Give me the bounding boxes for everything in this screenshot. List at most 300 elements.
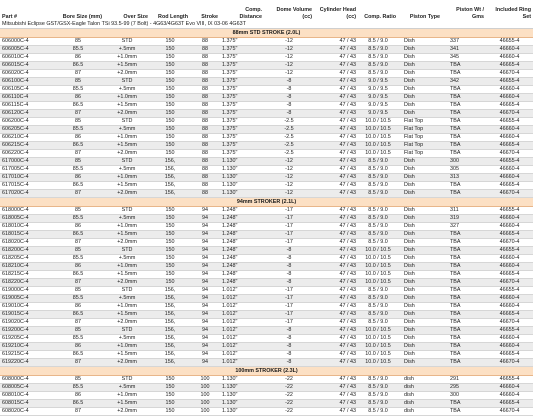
cell-piston-weight: TBA (442, 279, 486, 287)
cell-comp-distance: 1.012" (220, 311, 264, 319)
cell-part-number: 618210C-4 (0, 263, 52, 271)
cell-stroke: 94 (190, 311, 220, 319)
cell-cylinder-head: 47 / 43 (314, 351, 358, 359)
cell-rod-length: 150 (150, 86, 190, 94)
cell-comp-ratio: 8.5 / 9.0 (358, 408, 398, 416)
cell-dome-volume: -12 (264, 158, 314, 166)
cell-comp-ratio: 10.0 / 10.5 (358, 150, 398, 158)
cell-piston-weight: 341 (442, 46, 486, 54)
cell-cylinder-head: 47 / 43 (314, 311, 358, 319)
cell-bore-size: 85 (52, 287, 104, 295)
cell-comp-ratio: 10.0 / 10.5 (358, 142, 398, 150)
cell-rod-length: 156, (150, 335, 190, 343)
cell-ring-set: 46665-4 (486, 182, 533, 190)
cell-ring-set: 46660-4 (486, 303, 533, 311)
table-row (0, 118, 533, 126)
cell-comp-ratio: 9.0 / 9.5 (358, 102, 398, 110)
cell-piston-type: Dish (398, 231, 442, 239)
cell-piston-type: Dish (398, 62, 442, 70)
cell-comp-ratio: 9.0 / 9.5 (358, 78, 398, 86)
table-row (0, 174, 533, 182)
cell-comp-ratio: 8.5 / 9.0 (358, 158, 398, 166)
cell-bore-size: 86 (52, 174, 104, 182)
table-row (0, 150, 533, 158)
cell-part-number: 619210C-4 (0, 343, 52, 351)
cell-ring-set: 46660-4 (486, 166, 533, 174)
cell-rod-length: 150 (150, 215, 190, 223)
cell-rod-length: 150 (150, 46, 190, 54)
cell-comp-distance: 1.375" (220, 142, 264, 150)
cell-comp-distance: 1.130" (220, 376, 264, 384)
cell-ring-set: 46660-4 (486, 255, 533, 263)
cell-cylinder-head: 47 / 43 (314, 62, 358, 70)
cell-part-number: 619005C-4 (0, 295, 52, 303)
cell-piston-weight: TBA (442, 271, 486, 279)
cell-comp-ratio: 10.0 / 10.5 (358, 271, 398, 279)
cell-piston-type: dish (398, 400, 442, 408)
cell-part-number: 618020C-4 (0, 239, 52, 247)
cell-comp-ratio: 8.5 / 9.0 (358, 311, 398, 319)
cell-comp-ratio: 8.5 / 9.0 (358, 174, 398, 182)
table-row (0, 54, 533, 62)
cell-part-number: 606105C-4 (0, 86, 52, 94)
cell-dome-volume: -12 (264, 190, 314, 198)
cell-dome-volume: -12 (264, 70, 314, 78)
cell-piston-type: Dish (398, 94, 442, 102)
cell-piston-type: dish (398, 376, 442, 384)
cell-piston-weight: TBA (442, 247, 486, 255)
cell-dome-volume: -12 (264, 38, 314, 46)
cell-piston-weight: TBA (442, 142, 486, 150)
cell-stroke: 100 (190, 392, 220, 400)
cell-bore-size: 85.5 (52, 166, 104, 174)
cell-part-number: 608020C-4 (0, 408, 52, 416)
cell-dome-volume: -17 (264, 231, 314, 239)
cell-bore-size: 86.5 (52, 102, 104, 110)
cell-cylinder-head: 47 / 43 (314, 78, 358, 86)
cell-stroke: 88 (190, 142, 220, 150)
cell-over-size: +1.0mm (104, 94, 150, 102)
cell-comp-distance: 1.012" (220, 335, 264, 343)
table-row (0, 182, 533, 190)
cell-piston-type: Dish (398, 327, 442, 335)
header-row (0, 0, 533, 20)
cell-cylinder-head: 47 / 43 (314, 150, 358, 158)
table-row (0, 303, 533, 311)
cell-dome-volume: -22 (264, 408, 314, 416)
cell-over-size: STD (104, 247, 150, 255)
cell-dome-volume: -2.5 (264, 134, 314, 142)
cell-over-size: +2.0mm (104, 110, 150, 118)
cell-bore-size: 85 (52, 118, 104, 126)
cell-over-size: +.5mm (104, 126, 150, 134)
cell-stroke: 94 (190, 223, 220, 231)
cell-bore-size: 87 (52, 110, 104, 118)
cell-piston-weight: TBA (442, 327, 486, 335)
cell-rod-length: 150 (150, 384, 190, 392)
cell-piston-type: Dish (398, 255, 442, 263)
cell-stroke: 88 (190, 190, 220, 198)
section-header-row (0, 29, 533, 38)
cell-bore-size: 85 (52, 38, 104, 46)
cell-comp-distance: 1.130" (220, 384, 264, 392)
cell-cylinder-head: 47 / 43 (314, 142, 358, 150)
cell-stroke: 94 (190, 271, 220, 279)
cell-piston-type: Dish (398, 271, 442, 279)
cell-comp-ratio: 8.5 / 9.0 (358, 295, 398, 303)
cell-cylinder-head: 47 / 43 (314, 408, 358, 416)
cell-piston-type: Dish (398, 223, 442, 231)
cell-part-number: 606020C-4 (0, 70, 52, 78)
cell-cylinder-head: 47 / 43 (314, 190, 358, 198)
cell-dome-volume: -12 (264, 54, 314, 62)
cell-over-size: STD (104, 38, 150, 46)
table-row (0, 38, 533, 46)
cell-stroke: 94 (190, 255, 220, 263)
cell-comp-ratio: 8.5 / 9.0 (358, 392, 398, 400)
cell-dome-volume: -17 (264, 239, 314, 247)
cell-part-number: 619020C-4 (0, 319, 52, 327)
cell-piston-weight: TBA (442, 255, 486, 263)
cell-bore-size: 85 (52, 78, 104, 86)
cell-bore-size: 85.5 (52, 335, 104, 343)
cell-dome-volume: -17 (264, 295, 314, 303)
cell-cylinder-head: 47 / 43 (314, 207, 358, 215)
cell-ring-set: 46655-4 (486, 287, 533, 295)
cell-bore-size: 85 (52, 376, 104, 384)
cell-dome-volume: -2.5 (264, 150, 314, 158)
cell-over-size: +2.0mm (104, 408, 150, 416)
col-header-piston-weight: Piston Wt / Gms (456, 7, 484, 20)
cell-stroke: 88 (190, 126, 220, 134)
cell-rod-length: 150 (150, 255, 190, 263)
cell-comp-distance: 1.012" (220, 287, 264, 295)
cell-bore-size: 86.5 (52, 351, 104, 359)
cell-comp-ratio: 10.0 / 10.5 (358, 255, 398, 263)
cell-ring-set: 46655-4 (486, 327, 533, 335)
table-row (0, 62, 533, 70)
cell-rod-length: 150 (150, 38, 190, 46)
cell-comp-distance: 1.248" (220, 207, 264, 215)
cell-cylinder-head: 47 / 43 (314, 54, 358, 62)
cell-stroke: 88 (190, 94, 220, 102)
cell-comp-ratio: 8.5 / 9.0 (358, 70, 398, 78)
cell-dome-volume: -8 (264, 271, 314, 279)
cell-rod-length: 150 (150, 102, 190, 110)
cell-stroke: 88 (190, 102, 220, 110)
cell-cylinder-head: 47 / 43 (314, 295, 358, 303)
cell-cylinder-head: 47 / 43 (314, 392, 358, 400)
cell-comp-ratio: 8.5 / 9.0 (358, 287, 398, 295)
cell-piston-type: Dish (398, 207, 442, 215)
cell-rod-length: 150 (150, 400, 190, 408)
cell-stroke: 88 (190, 182, 220, 190)
cell-comp-ratio: 10.0 / 10.5 (358, 343, 398, 351)
cell-cylinder-head: 47 / 43 (314, 223, 358, 231)
cell-part-number: 618005C-4 (0, 215, 52, 223)
cell-piston-weight: TBA (442, 94, 486, 102)
cell-comp-distance: 1.012" (220, 327, 264, 335)
cell-part-number: 617015C-4 (0, 182, 52, 190)
table-row (0, 271, 533, 279)
cell-comp-distance: 1.130" (220, 182, 264, 190)
cell-comp-ratio: 8.5 / 9.0 (358, 62, 398, 70)
cell-part-number: 606115C-4 (0, 102, 52, 110)
section-header-row (0, 198, 533, 207)
table-row (0, 384, 533, 392)
cell-over-size: +2.0mm (104, 279, 150, 287)
cell-comp-distance: 1.248" (220, 223, 264, 231)
cell-bore-size: 86.5 (52, 231, 104, 239)
cell-part-number: 606200C-4 (0, 118, 52, 126)
cell-part-number: 619205C-4 (0, 335, 52, 343)
cell-over-size: +2.0mm (104, 190, 150, 198)
cell-stroke: 88 (190, 54, 220, 62)
cell-comp-distance: 1.375" (220, 46, 264, 54)
cell-piston-weight: TBA (442, 239, 486, 247)
cell-comp-distance: 1.130" (220, 392, 264, 400)
cell-stroke: 88 (190, 38, 220, 46)
cell-dome-volume: -17 (264, 215, 314, 223)
cell-stroke: 100 (190, 376, 220, 384)
cell-stroke: 94 (190, 263, 220, 271)
cell-piston-weight: 291 (442, 376, 486, 384)
cell-stroke: 88 (190, 118, 220, 126)
cell-comp-ratio: 10.0 / 10.5 (358, 134, 398, 142)
table-row (0, 335, 533, 343)
cell-cylinder-head: 47 / 43 (314, 118, 358, 126)
cell-comp-distance: 1.375" (220, 150, 264, 158)
cell-part-number: 606120C-4 (0, 110, 52, 118)
cell-bore-size: 85 (52, 158, 104, 166)
cell-rod-length: 150 (150, 94, 190, 102)
cell-over-size: +1.5mm (104, 271, 150, 279)
table-row (0, 351, 533, 359)
cell-rod-length: 156, (150, 303, 190, 311)
cell-stroke: 94 (190, 351, 220, 359)
cell-dome-volume: -22 (264, 392, 314, 400)
cell-stroke: 94 (190, 215, 220, 223)
cell-stroke: 88 (190, 78, 220, 86)
cell-over-size: +1.0mm (104, 134, 150, 142)
cell-comp-ratio: 8.5 / 9.0 (358, 166, 398, 174)
cell-comp-ratio: 10.0 / 10.5 (358, 327, 398, 335)
cell-rod-length: 150 (150, 231, 190, 239)
cell-piston-weight: TBA (442, 319, 486, 327)
cell-cylinder-head: 47 / 43 (314, 231, 358, 239)
cell-rod-length: 156, (150, 287, 190, 295)
cell-bore-size: 86 (52, 263, 104, 271)
cell-piston-weight: 300 (442, 158, 486, 166)
cell-piston-weight: TBA (442, 110, 486, 118)
cell-cylinder-head: 47 / 43 (314, 303, 358, 311)
cell-piston-type: Dish (398, 102, 442, 110)
col-header-comp-ratio: Comp. Ratio (364, 13, 396, 20)
cell-cylinder-head: 47 / 43 (314, 319, 358, 327)
cell-piston-weight: TBA (442, 359, 486, 367)
cell-rod-length: 156, (150, 295, 190, 303)
cell-piston-weight: TBA (442, 86, 486, 94)
cell-comp-distance: 1.375" (220, 62, 264, 70)
cell-bore-size: 87 (52, 239, 104, 247)
cell-ring-set: 46660-4 (486, 263, 533, 271)
cell-piston-type: Dish (398, 166, 442, 174)
cell-comp-distance: 1.130" (220, 400, 264, 408)
cell-over-size: +1.5mm (104, 142, 150, 150)
cell-over-size: +1.0mm (104, 223, 150, 231)
cell-bore-size: 85.5 (52, 255, 104, 263)
col-header-over-size: Over Size (123, 13, 148, 20)
col-header-piston-type: Piston Type (409, 13, 440, 20)
cell-piston-weight: 319 (442, 215, 486, 223)
cell-piston-type: Dish (398, 303, 442, 311)
cell-cylinder-head: 47 / 43 (314, 335, 358, 343)
table-row (0, 263, 533, 271)
cell-piston-type: Dish (398, 319, 442, 327)
cell-piston-type: Dish (398, 215, 442, 223)
cell-piston-weight: 295 (442, 384, 486, 392)
cell-bore-size: 87 (52, 279, 104, 287)
cell-dome-volume: -17 (264, 287, 314, 295)
cell-ring-set: 46660-4 (486, 295, 533, 303)
cell-rod-length: 150 (150, 376, 190, 384)
cell-dome-volume: -8 (264, 255, 314, 263)
cell-bore-size: 87 (52, 359, 104, 367)
cell-stroke: 94 (190, 335, 220, 343)
cell-rod-length: 156, (150, 359, 190, 367)
cell-comp-distance: 1.248" (220, 279, 264, 287)
cell-bore-size: 86 (52, 343, 104, 351)
cell-part-number: 619220C-4 (0, 359, 52, 367)
cell-part-number: 617005C-4 (0, 166, 52, 174)
cell-stroke: 88 (190, 86, 220, 94)
cell-rod-length: 156, (150, 158, 190, 166)
cell-bore-size: 86 (52, 223, 104, 231)
cell-comp-ratio: 8.5 / 9.0 (358, 400, 398, 408)
cell-ring-set: 46655-4 (486, 38, 533, 46)
table-row (0, 239, 533, 247)
cell-stroke: 100 (190, 384, 220, 392)
cell-ring-set: 46670-4 (486, 190, 533, 198)
table-row (0, 134, 533, 142)
cell-dome-volume: -17 (264, 319, 314, 327)
cell-comp-distance: 1.130" (220, 166, 264, 174)
cell-rod-length: 156, (150, 327, 190, 335)
cell-dome-volume: -12 (264, 46, 314, 54)
cell-over-size: +.5mm (104, 86, 150, 94)
cell-part-number: 606100C-4 (0, 78, 52, 86)
cell-cylinder-head: 47 / 43 (314, 215, 358, 223)
cell-comp-ratio: 9.0 / 9.5 (358, 110, 398, 118)
cell-stroke: 100 (190, 408, 220, 416)
cell-ring-set: 46655-4 (486, 78, 533, 86)
cell-dome-volume: -17 (264, 311, 314, 319)
cell-dome-volume: -8 (264, 86, 314, 94)
cell-piston-type: Dish (398, 78, 442, 86)
cell-stroke: 94 (190, 319, 220, 327)
cell-part-number: 606205C-4 (0, 126, 52, 134)
cell-comp-distance: 1.375" (220, 70, 264, 78)
cell-piston-weight: TBA (442, 263, 486, 271)
cell-piston-weight: 327 (442, 223, 486, 231)
cell-part-number: 618205C-4 (0, 255, 52, 263)
cell-stroke: 94 (190, 295, 220, 303)
table-row (0, 327, 533, 335)
cell-piston-weight: TBA (442, 335, 486, 343)
cell-comp-distance: 1.130" (220, 408, 264, 416)
cell-piston-weight: TBA (442, 303, 486, 311)
cell-part-number: 606015C-4 (0, 62, 52, 70)
col-header-part: Part # (2, 13, 17, 20)
cell-piston-weight: TBA (442, 295, 486, 303)
cell-dome-volume: -22 (264, 400, 314, 408)
cell-ring-set: 46660-4 (486, 54, 533, 62)
table-body (0, 20, 533, 416)
cell-part-number: 606005C-4 (0, 46, 52, 54)
cell-piston-type: Dish (398, 86, 442, 94)
cell-dome-volume: -8 (264, 279, 314, 287)
cell-dome-volume: -22 (264, 384, 314, 392)
cell-cylinder-head: 47 / 43 (314, 384, 358, 392)
cell-dome-volume: -8 (264, 335, 314, 343)
cell-part-number: 619200C-4 (0, 327, 52, 335)
cell-ring-set: 46665-4 (486, 400, 533, 408)
table-row (0, 46, 533, 54)
cell-rod-length: 150 (150, 78, 190, 86)
cell-rod-length: 150 (150, 279, 190, 287)
cell-comp-distance: 1.375" (220, 102, 264, 110)
cell-part-number: 608010C-4 (0, 392, 52, 400)
cell-over-size: STD (104, 376, 150, 384)
cell-piston-type: Flat Top (398, 126, 442, 134)
cell-cylinder-head: 47 / 43 (314, 287, 358, 295)
cell-bore-size: 87 (52, 190, 104, 198)
cell-comp-ratio: 8.5 / 9.0 (358, 384, 398, 392)
table-row (0, 126, 533, 134)
cell-piston-weight: TBA (442, 62, 486, 70)
cell-comp-distance: 1.375" (220, 94, 264, 102)
cell-stroke: 88 (190, 62, 220, 70)
cell-comp-distance: 1.012" (220, 295, 264, 303)
table-row (0, 400, 533, 408)
cell-piston-type: Flat Top (398, 142, 442, 150)
cell-cylinder-head: 47 / 43 (314, 182, 358, 190)
cell-over-size: STD (104, 158, 150, 166)
cell-comp-distance: 1.248" (220, 263, 264, 271)
cell-comp-ratio: 8.5 / 9.0 (358, 182, 398, 190)
cell-comp-ratio: 8.5 / 9.0 (358, 46, 398, 54)
cell-piston-type: Dish (398, 158, 442, 166)
cell-comp-ratio: 8.5 / 9.0 (358, 54, 398, 62)
cell-ring-set: 46670-4 (486, 408, 533, 416)
cell-piston-weight: TBA (442, 343, 486, 351)
cell-over-size: +1.5mm (104, 400, 150, 408)
cell-bore-size: 86.5 (52, 62, 104, 70)
cell-part-number: 617020C-4 (0, 190, 52, 198)
table-row (0, 392, 533, 400)
cell-comp-ratio: 10.0 / 10.5 (358, 247, 398, 255)
cell-dome-volume: -12 (264, 166, 314, 174)
cell-part-number: 606000C-4 (0, 38, 52, 46)
table-row (0, 255, 533, 263)
cell-part-number: 619215C-4 (0, 351, 52, 359)
cell-rod-length: 150 (150, 247, 190, 255)
col-header-cylinder-head: Cylinder Head (cc) (319, 7, 356, 20)
cell-part-number: 606110C-4 (0, 94, 52, 102)
cell-comp-distance: 1.130" (220, 158, 264, 166)
cell-ring-set: 46665-4 (486, 351, 533, 359)
cell-stroke: 88 (190, 110, 220, 118)
